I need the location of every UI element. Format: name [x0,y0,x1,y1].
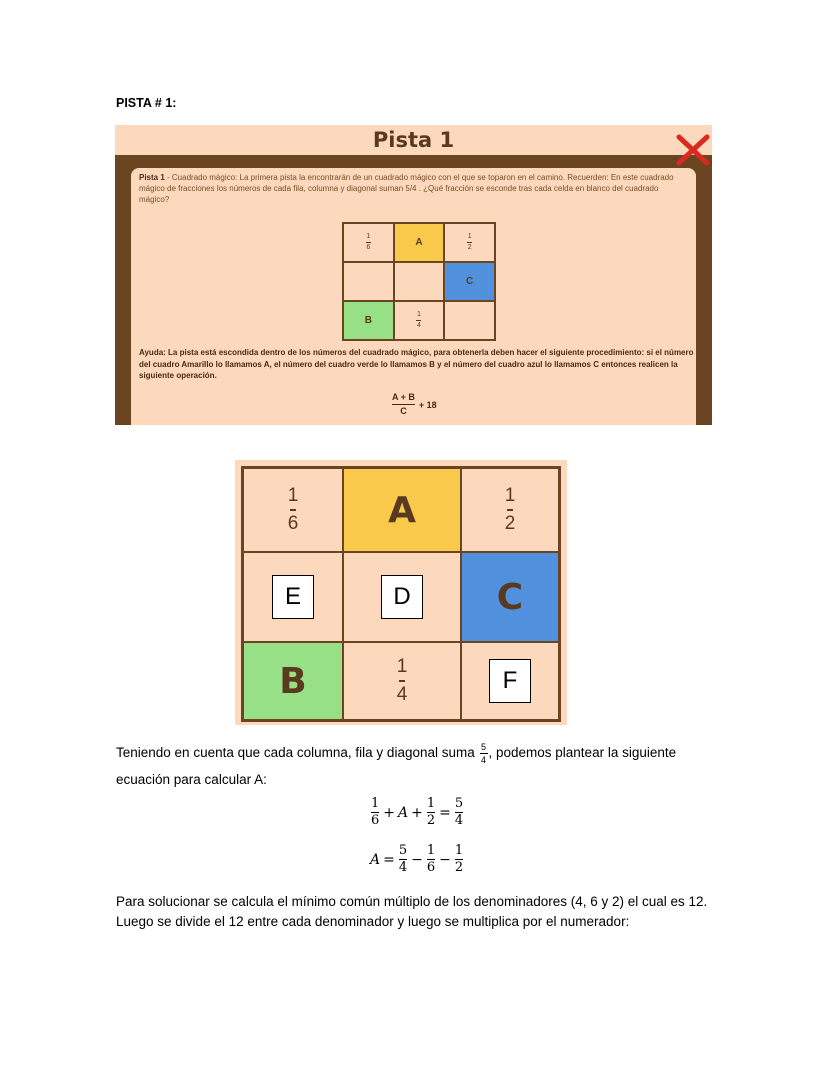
eq2-a-den: 4 [398,860,408,875]
cell-label-a: A [388,489,416,531]
formula-tail: + 18 [418,399,437,410]
big-cell [243,468,343,552]
cell-label-c: C [496,576,524,618]
para1-frac-num: 5 [480,742,486,752]
eq1-equals: = [439,804,451,821]
eq2-minus1: − [411,851,423,868]
small-frac-den: 4 [417,322,421,329]
big-cell [461,642,559,720]
eq1-b-den: 2 [426,813,436,828]
big-cell-c [461,552,559,642]
eq2-a-num: 5 [398,843,408,858]
para1-before: Teniendo en cuenta que cada columna, fila y diagonal suma [116,745,479,761]
big-cell [461,468,559,552]
small-cell-a: A [394,223,445,262]
big-frac-den: 2 [504,513,516,534]
small-frac-den: 2 [467,244,472,251]
eq2-minus2: − [439,851,451,868]
eq2-var: A [370,851,381,868]
big-cell [243,552,343,642]
eq1-plus2: + [411,804,423,821]
cell-label-f: F [489,659,531,703]
small-magic-square [342,222,496,341]
big-cell [343,642,461,720]
eq1-c-den: 4 [454,813,464,828]
eq1-var: A [398,804,409,821]
small-cell-empty [444,301,495,340]
card-instructions [139,172,684,205]
eq2-equals: = [383,851,395,868]
eq1-c-num: 5 [454,796,464,811]
paragraph-2-line2: Luego se divide el 12 entre cada denominador y luego se multiplica por el numerador: [116,914,630,929]
eq2-b-num: 1 [426,843,436,858]
formula-numerator: A + B [392,392,415,402]
cell-label-e: E [272,575,314,619]
cell-label-b: B [279,660,307,702]
big-frac-num: 1 [504,485,516,506]
card-help-text: Ayuda: La pista está escondida dentro de los números del cuadrado mágico, para obtenerla deben hacer el siguiente procedimiento: si el número del cuadro Amarillo lo llamamos A, el número del cuadro verde lo llamamos B y el número del cuadro azul lo llamamos C entonces realicen la siguiente operación. [139,348,694,380]
big-frac-num: 1 [396,656,408,677]
eq1-a-den: 6 [371,813,380,828]
card-formula [391,392,437,417]
eq2-c-num: 1 [454,843,464,858]
big-cell-b [243,642,343,720]
equation-1 [370,797,464,828]
small-frac-den: 6 [366,244,371,251]
big-cell-a [343,468,461,552]
eq1-a-num: 1 [371,796,380,811]
small-frac-num: 1 [366,233,371,240]
big-cell [343,552,461,642]
small-cell-empty [394,262,445,301]
big-frac-den: 6 [287,513,299,534]
paragraph-2-line1: Para solucionar se calcula el mínimo común múltiplo de los denominadores (4, 6 y 2) el cual es 12. [116,894,708,909]
card-title: Pista 1 [115,125,712,155]
small-cell [394,301,445,340]
cell-label-d: D [381,575,423,619]
paragraph-1-line2: ecuación para calcular A: [116,772,267,787]
big-frac-den: 4 [396,684,408,705]
eq2-c-den: 2 [454,860,464,875]
small-cell-empty [343,262,394,301]
small-cell-b: B [343,301,394,340]
small-cell [444,223,495,262]
instr-text: - Cuadrado mágico: La primera pista la encontrarán de un cuadrado mágico con el que se toparon en el camino. Recuerden: En este cuadrado mágico de fracciones los números de cada fila, columna y diagonal suman 5/4 . ¿Qué fracción se esconde tras cada celda en blanco del cuadrado mágico? [139,173,674,204]
section-heading: PISTA # 1: [116,96,177,110]
eq2-b-den: 6 [426,860,436,875]
clue-card [115,125,712,425]
instr-lead: Pista 1 [139,173,165,182]
equation-2 [370,844,464,875]
big-frac-num: 1 [287,485,299,506]
formula-denominator: C [400,406,407,416]
paragraph-1 [116,742,716,765]
close-icon[interactable] [675,131,711,167]
small-cell-c: C [444,262,495,301]
small-cell [343,223,394,262]
para1-after: , podemos plantear la siguiente [488,745,677,761]
small-frac-num: 1 [467,233,472,240]
para1-frac-den: 4 [480,755,486,765]
magic-square-labeled [235,460,567,725]
eq1-plus1: + [383,804,396,821]
small-frac-num: 1 [417,311,421,318]
eq1-b-num: 1 [426,796,436,811]
